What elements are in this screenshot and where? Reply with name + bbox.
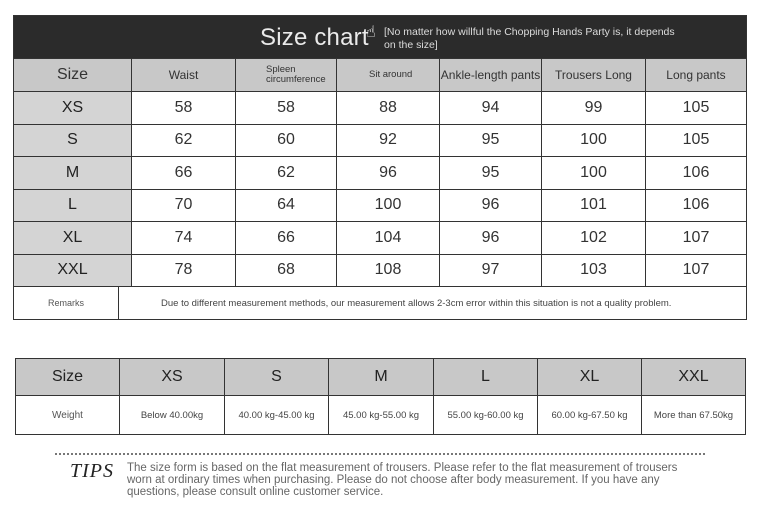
row-label-s: S xyxy=(14,125,132,158)
row-label-m: M xyxy=(14,157,132,190)
weight-header-xxl: XXL xyxy=(642,359,745,396)
remarks-row xyxy=(14,287,746,319)
title-bar xyxy=(14,16,746,59)
weight-cell: 45.00 kg-55.00 kg xyxy=(329,396,434,434)
table-cell: 108 xyxy=(337,255,440,288)
table-cell: 66 xyxy=(132,157,236,190)
table-cell: 62 xyxy=(236,157,337,190)
table-cell: 95 xyxy=(440,157,542,190)
table-cell: 107 xyxy=(646,222,746,255)
row-label-xxl: XXL xyxy=(14,255,132,288)
table-cell: 100 xyxy=(542,157,646,190)
tips-divider xyxy=(55,453,705,455)
table-cell: 106 xyxy=(646,190,746,223)
tips-text: The size form is based on the flat measurement of trousers. Please refer to the flat measurement of trousers worn at ordinary times when purchasing. Please do not choose after body measurement. If you have any questions, please consult online customer service. xyxy=(127,462,678,498)
weight-table xyxy=(15,358,746,435)
header-spleen-circumference: Spleen circumference xyxy=(236,59,337,92)
row-label-xl: XL xyxy=(14,222,132,255)
weight-header-m: M xyxy=(329,359,434,396)
header-waist: Waist xyxy=(132,59,236,92)
header-sit-around: Sit around xyxy=(337,59,440,92)
remarks-text: Due to different measurement methods, our measurement allows 2-3cm error within this situation is not a quality problem. xyxy=(161,297,672,309)
weight-cell: 55.00 kg-60.00 kg xyxy=(434,396,538,434)
table-cell: 100 xyxy=(337,190,440,223)
table-cell: 105 xyxy=(646,92,746,125)
table-cell: 74 xyxy=(132,222,236,255)
weight-grid xyxy=(16,359,745,434)
header-long-pants: Long pants xyxy=(646,59,746,92)
row-label-xs: XS xyxy=(14,92,132,125)
weight-cell: Below 40.00kg xyxy=(120,396,225,434)
table-cell: 104 xyxy=(337,222,440,255)
table-cell: 66 xyxy=(236,222,337,255)
table-cell: 70 xyxy=(132,190,236,223)
tips-label: TIPS xyxy=(70,460,114,482)
header-size: Size xyxy=(14,59,132,92)
table-cell: 100 xyxy=(542,125,646,158)
weight-cell: 60.00 kg-67.50 kg xyxy=(538,396,642,434)
weight-header-size: Size xyxy=(16,359,120,396)
table-cell: 94 xyxy=(440,92,542,125)
cursor-hand-icon: ☝ xyxy=(366,24,376,41)
weight-header-s: S xyxy=(225,359,329,396)
table-cell: 95 xyxy=(440,125,542,158)
chart-note: [No matter how willful the Chopping Hands Party is, it depends on the size] xyxy=(384,26,675,51)
table-cell: 96 xyxy=(440,190,542,223)
table-cell: 58 xyxy=(236,92,337,125)
table-cell: 78 xyxy=(132,255,236,288)
chart-title: Size chart xyxy=(260,24,369,51)
size-chart-table xyxy=(13,15,747,320)
table-cell: 96 xyxy=(440,222,542,255)
table-cell: 105 xyxy=(646,125,746,158)
header-ankle-length-pants: Ankle-length pants xyxy=(440,59,542,92)
table-cell: 97 xyxy=(440,255,542,288)
weight-header-xl: XL xyxy=(538,359,642,396)
weight-header-l: L xyxy=(434,359,538,396)
row-label-l: L xyxy=(14,190,132,223)
measurement-grid xyxy=(14,59,746,287)
header-trousers-long: Trousers Long xyxy=(542,59,646,92)
table-cell: 88 xyxy=(337,92,440,125)
table-cell: 101 xyxy=(542,190,646,223)
weight-cell: 40.00 kg-45.00 kg xyxy=(225,396,329,434)
table-cell: 103 xyxy=(542,255,646,288)
remarks-label: Remarks xyxy=(14,287,119,319)
table-cell: 106 xyxy=(646,157,746,190)
table-cell: 60 xyxy=(236,125,337,158)
table-cell: 58 xyxy=(132,92,236,125)
table-cell: 99 xyxy=(542,92,646,125)
table-cell: 68 xyxy=(236,255,337,288)
weight-label: Weight xyxy=(16,396,120,434)
table-cell: 92 xyxy=(337,125,440,158)
table-cell: 62 xyxy=(132,125,236,158)
table-cell: 102 xyxy=(542,222,646,255)
weight-cell: More than 67.50kg xyxy=(653,409,734,421)
table-cell: 64 xyxy=(236,190,337,223)
table-cell: 96 xyxy=(337,157,440,190)
table-cell: 107 xyxy=(646,255,746,288)
weight-header-xs: XS xyxy=(120,359,225,396)
